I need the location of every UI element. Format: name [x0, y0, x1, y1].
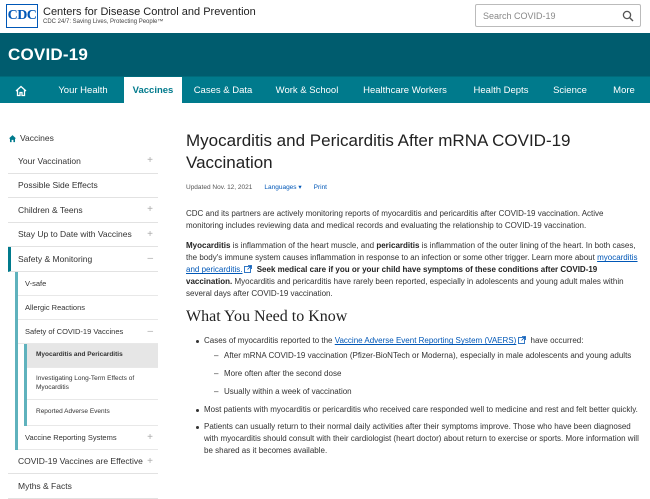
- left-sidebar: [8, 127, 158, 499]
- definition-paragraph: [186, 240, 642, 300]
- nav-health-depts[interactable]: Health Depts: [473, 85, 529, 96]
- key-points-list: [186, 335, 642, 457]
- sidebar-sub-label: Safety of COVID-19 Vaccines: [25, 326, 124, 336]
- main-content: [186, 130, 642, 462]
- external-link-icon: [518, 336, 526, 344]
- sidebar-subsub-reported-adverse-events[interactable]: [27, 400, 158, 426]
- site-header: [0, 0, 650, 32]
- sidebar-subsub-label: Investigating Long-Term Effects of Myocarditis: [36, 374, 135, 391]
- print-link[interactable]: Print: [313, 183, 327, 191]
- text-span: have occurred:: [528, 336, 584, 346]
- collapse-icon[interactable]: –: [147, 325, 153, 337]
- nav-vaccines[interactable]: Vaccines: [124, 77, 182, 104]
- sub-list-item: – After mRNA COVID-19 vaccination (Pfizer-BioNTech or Moderna), especially in male adolescents and young adults: [204, 350, 642, 362]
- text-span: Cases of myocarditis reported to the: [204, 336, 335, 346]
- sidebar-item-label: Stay Up to Date with Vaccines: [18, 229, 132, 240]
- text-span: Myocarditis and pericarditis have rarely been reported, especially in adolescents and young adult males within several days after COVID-19 vaccination.: [186, 277, 624, 299]
- expand-icon[interactable]: +: [147, 204, 153, 215]
- vaers-link[interactable]: Vaccine Adverse Event Reporting System (VAERS): [334, 336, 517, 346]
- sidebar-item-label: Children & Teens: [18, 204, 83, 215]
- text-span: is inflammation of the outer lining of the heart. In both cases, the body's immune system causes inflammation in response to an infection or some other trigger. Learn more about: [186, 241, 636, 263]
- main-nav: [0, 76, 650, 103]
- sidebar-subsubnav: [24, 344, 158, 426]
- term-pericarditis: pericarditis: [376, 241, 420, 251]
- sub-list-item: – Usually within a week of vaccination: [204, 386, 642, 398]
- sidebar-subnav: [15, 272, 158, 450]
- expand-icon[interactable]: +: [147, 431, 153, 443]
- org-name[interactable]: Centers for Disease Control and Prevention: [43, 6, 256, 18]
- sidebar-sub-label: Vaccine Reporting Systems: [25, 432, 117, 442]
- sidebar-sub-allergic-reactions[interactable]: [18, 296, 158, 320]
- sidebar-item-safety-monitoring[interactable]: [8, 247, 158, 272]
- sidebar-sub-vaccine-reporting[interactable]: [18, 426, 158, 450]
- list-item: Patients can usually return to their normal daily activities after their symptoms improve. Those who have been diagnosed with myocarditis should consult with their cardiologist (heart doctor) about return to exercise or sports. More information will be shared as it becomes available.: [186, 421, 642, 457]
- list-item: [186, 335, 642, 398]
- page-meta: [186, 183, 642, 191]
- search-box: [475, 4, 641, 27]
- term-myocarditis: Myocarditis: [186, 241, 231, 251]
- sidebar-top-label: Vaccines: [20, 133, 54, 143]
- sub-list-item: – More often after the second dose: [204, 368, 642, 380]
- nav-more[interactable]: More: [613, 85, 635, 96]
- sidebar-sub-safety-covid-vaccines[interactable]: [18, 320, 158, 344]
- sidebar-item-children-teens[interactable]: [8, 198, 158, 223]
- caret-down-icon: ▾: [298, 184, 302, 192]
- nav-science[interactable]: Science: [553, 85, 587, 96]
- sidebar-item-label: Safety & Monitoring: [18, 253, 93, 264]
- home-icon: [8, 134, 17, 143]
- sidebar-item-vaccines-effective[interactable]: [8, 450, 158, 475]
- languages-dropdown[interactable]: [264, 183, 301, 191]
- languages-label: Languages: [264, 184, 297, 192]
- list-item: Most patients with myocarditis or pericarditis who received care responded well to medicine and rest and felt better quickly.: [186, 404, 642, 416]
- search-input[interactable]: [476, 5, 616, 26]
- cdc-logo[interactable]: [6, 4, 38, 28]
- myocarditis-link[interactable]: myocarditis and pericarditis.: [186, 253, 638, 275]
- sidebar-top-vaccines[interactable]: [8, 127, 158, 149]
- collapse-icon[interactable]: –: [147, 253, 153, 264]
- sidebar-item-label: Myths & Facts: [18, 480, 72, 491]
- sidebar-subsub-label: Reported Adverse Events: [36, 408, 110, 416]
- page-title: Myocarditis and Pericarditis After mRNA COVID-19 Vaccination: [186, 131, 571, 173]
- expand-icon[interactable]: +: [147, 155, 153, 166]
- sidebar-item-possible-side-effects[interactable]: [8, 174, 158, 199]
- external-link-icon: [244, 265, 252, 273]
- nav-home[interactable]: [0, 77, 42, 104]
- intro-paragraph: CDC and its partners are actively monitoring reports of myocarditis and pericarditis after COVID-19 vaccination. Active monitoring includes reviewing data and medical records and evaluating the relationship to COVID-19 vaccination.: [186, 209, 604, 231]
- sidebar-sub-label: Allergic Reactions: [25, 302, 86, 312]
- nav-work-school[interactable]: Work & School: [275, 85, 339, 96]
- sidebar-sub-label: V-safe: [25, 278, 47, 288]
- logo-text: CDC: [7, 8, 37, 23]
- topic-banner: [0, 33, 650, 76]
- sidebar-sub-vsafe[interactable]: [18, 272, 158, 296]
- sidebar-item-label: Possible Side Effects: [18, 180, 98, 191]
- sub-list: [204, 350, 642, 398]
- sidebar-subsub-label: Myocarditis and Pericarditis: [36, 351, 123, 359]
- sidebar-item-label: COVID-19 Vaccines are Effective: [18, 456, 143, 467]
- org-tagline: CDC 24/7: Saving Lives, Protecting People™: [43, 19, 164, 25]
- sidebar-item-label: Your Vaccination: [18, 155, 81, 166]
- expand-icon[interactable]: +: [147, 228, 153, 240]
- expand-icon[interactable]: +: [147, 455, 153, 467]
- nav-cases-data[interactable]: Cases & Data: [193, 85, 253, 96]
- home-icon: [14, 84, 28, 98]
- updated-date: Updated Nov. 12, 2021: [186, 183, 253, 191]
- sidebar-item-stay-up-to-date[interactable]: [8, 223, 158, 248]
- sidebar-subsub-long-term-effects[interactable]: [27, 368, 158, 400]
- sidebar-item-myths-facts[interactable]: [8, 474, 158, 499]
- section-heading: What You Need to Know: [186, 308, 348, 326]
- text-span: is inflammation of the heart muscle, and: [230, 241, 377, 251]
- nav-healthcare-workers[interactable]: Healthcare Workers: [363, 85, 447, 96]
- seek-care-text: Seek medical care if you or your child have symptoms of these conditions after COVID-19 vaccination.: [186, 265, 598, 287]
- banner-title: COVID-19: [8, 45, 89, 64]
- nav-your-health[interactable]: Your Health: [58, 85, 108, 96]
- sidebar-subsub-myocarditis[interactable]: [27, 344, 158, 368]
- sidebar-item-your-vaccination[interactable]: [8, 149, 158, 174]
- search-icon[interactable]: [622, 10, 634, 22]
